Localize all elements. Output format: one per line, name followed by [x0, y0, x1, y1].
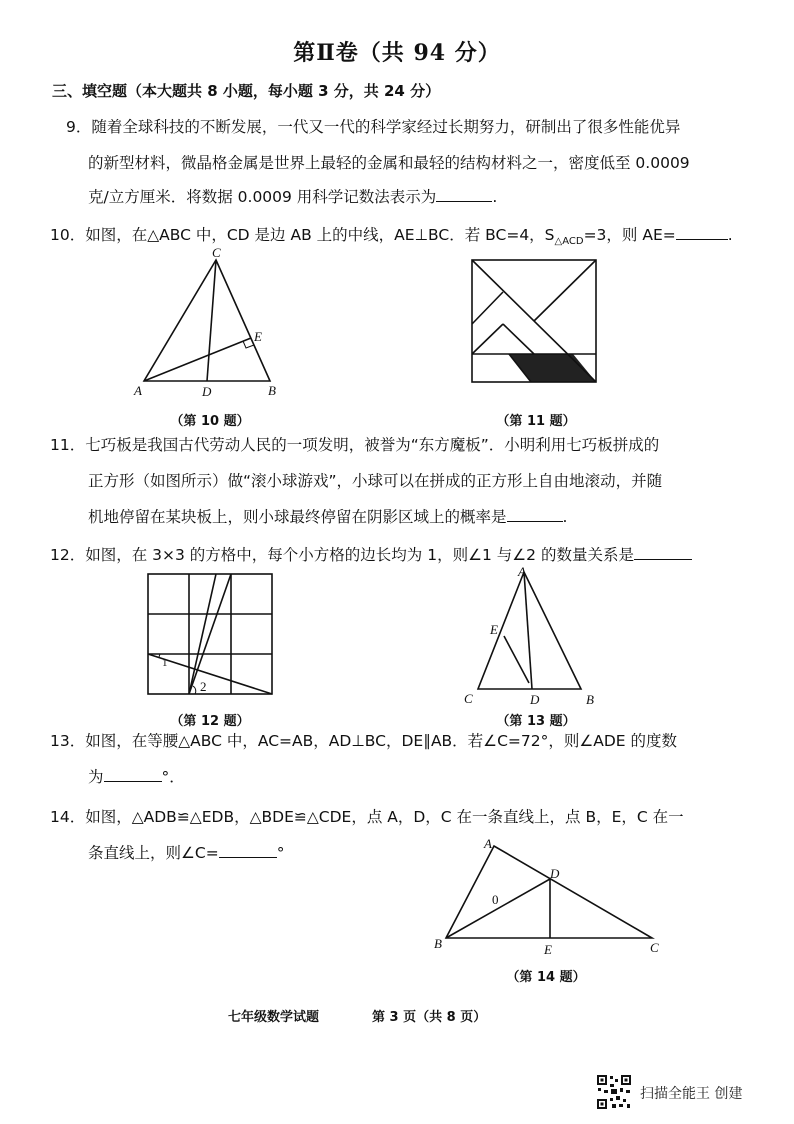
fig13-label-b: B [586, 692, 594, 706]
figure-12 [146, 572, 276, 698]
fig14-triangle [446, 846, 652, 938]
fig13-caption: （第 13 题） [496, 714, 576, 729]
fig14-label-o: 0 [492, 892, 499, 907]
qr-code-icon [596, 1074, 632, 1110]
q14-line2 [88, 842, 284, 864]
fig10-label-c: C [212, 245, 221, 260]
footer-subject: 七年级数学试题 [228, 1010, 320, 1025]
footer-page: 第 3 页（共 8 页） [372, 1010, 487, 1025]
q12-answer-blank[interactable] [634, 545, 692, 560]
q10-answer-blank[interactable] [676, 225, 728, 240]
fig11-cut-4 [472, 324, 503, 354]
fig10-altitude-ae [144, 338, 251, 381]
fig10-triangle [144, 260, 270, 381]
q14-line1: 14．如图，△ADB≌△EDB，△BDE≌△CDE，点 A，D，C 在一条直线上，点 B，E，C 在一 [50, 808, 684, 826]
fig14-label-e: E [544, 942, 552, 957]
fig12-line-1 [189, 574, 231, 694]
fig13-label-d: D [530, 692, 540, 706]
q11-end: . [562, 508, 568, 526]
fig12-label-1: 1 [162, 657, 168, 669]
q9-line3-end: . [492, 188, 498, 206]
fig13-segment-de [504, 636, 529, 683]
q13-end: °． [161, 768, 185, 786]
fig10-label-e: E [254, 329, 262, 344]
q11-line1: 11．七巧板是我国古代劳动人民的一项发明，被誉为“东方魔板”．小明利用七巧板拼成的 [50, 436, 660, 454]
scanner-watermark: 扫描全能王 创建 [640, 1086, 743, 1102]
q10-text-a: 10．如图，在△ABC 中，CD 是边 AB 上的中线，AE⊥BC．若 BC=4，S [50, 226, 555, 244]
q9-answer-blank[interactable] [436, 187, 492, 202]
section-heading: 三、填空题（本大题共 8 小题，每小题 3 分，共 24 分） [52, 82, 441, 100]
q13-line1: 13．如图，在等腰△ABC 中，AC=AB，AD⊥BC，DE∥AB．若∠C=72°，则∠ADE 的度数 [50, 732, 678, 750]
fig14-label-c: C [650, 940, 659, 955]
fig14-label-d: D [550, 866, 560, 881]
figure-11 [470, 258, 600, 392]
fig10-caption: （第 10 题） [170, 414, 250, 429]
q9-line3-text: 克/立方厘米．将数据 0.0009 用科学记数法表示为 [88, 188, 437, 206]
fig13-label-e: E [490, 622, 498, 637]
fig14-label-b: B [434, 936, 442, 951]
fig11-shaded-piece [509, 354, 596, 382]
fig12-caption: （第 12 题） [170, 714, 250, 729]
fig11-cut-3 [503, 324, 534, 354]
fig11-caption: （第 11 题） [496, 414, 576, 429]
fig12-line-2 [189, 574, 216, 694]
q11-line3 [88, 506, 567, 528]
q11-line3-text: 机地停留在某块板上，则小球最终停留在阴影区域上的概率是 [88, 508, 507, 526]
figure-10 [126, 244, 286, 404]
fig13-label-a: A [518, 564, 526, 579]
fig12-label-2: 2 [200, 679, 207, 694]
page-title: 第Ⅱ卷（共 94 分） [293, 40, 501, 66]
q10-subscript: △ACD [554, 236, 584, 248]
q10-text-b: =3，则 AE= [583, 226, 676, 244]
q14-answer-blank[interactable] [219, 843, 277, 858]
q9-line2: 的新型材料，微晶格金属是世界上最轻的金属和最轻的结构材料之一，密度低至 0.0009 [88, 154, 690, 172]
q14-end: ° [276, 844, 285, 862]
q12-text-main: 12．如图，在 3×3 的方格中，每个小方格的边长均为 1，则∠1 与∠2 的数量关系是 [50, 546, 634, 564]
fig11-cut-1 [472, 292, 503, 324]
fig10-median-cd [207, 260, 216, 381]
fig12-angle-2-arc [193, 686, 196, 694]
figure-13 [456, 562, 606, 706]
q9-line3 [88, 186, 497, 208]
q9-line1: 9．随着全球科技的不断发展，一代又一代的科学家经过长期努力，研制出了很多性能优异 [66, 118, 681, 136]
fig11-half-diagonal [534, 260, 596, 321]
fig14-caption: （第 14 题） [506, 970, 586, 985]
q11-answer-blank[interactable] [507, 507, 563, 522]
q14-line2-text: 条直线上，则∠C= [88, 844, 219, 862]
q13-line2 [88, 766, 185, 788]
fig10-label-a: A [134, 383, 142, 398]
fig13-altitude-ad [524, 572, 532, 689]
fig10-label-b: B [268, 383, 276, 398]
q10-end: . [727, 226, 733, 244]
q11-line2: 正方形（如图所示）做“滚小球游戏”，小球可以在拼成的正方形上自由地滚动，并随 [88, 472, 663, 490]
q13-line2-text: 为 [88, 768, 104, 786]
fig13-label-c: C [464, 691, 473, 706]
fig14-label-a: A [484, 836, 492, 851]
fig10-label-d: D [202, 384, 212, 399]
q13-answer-blank[interactable] [104, 767, 162, 782]
figure-14 [426, 832, 666, 960]
